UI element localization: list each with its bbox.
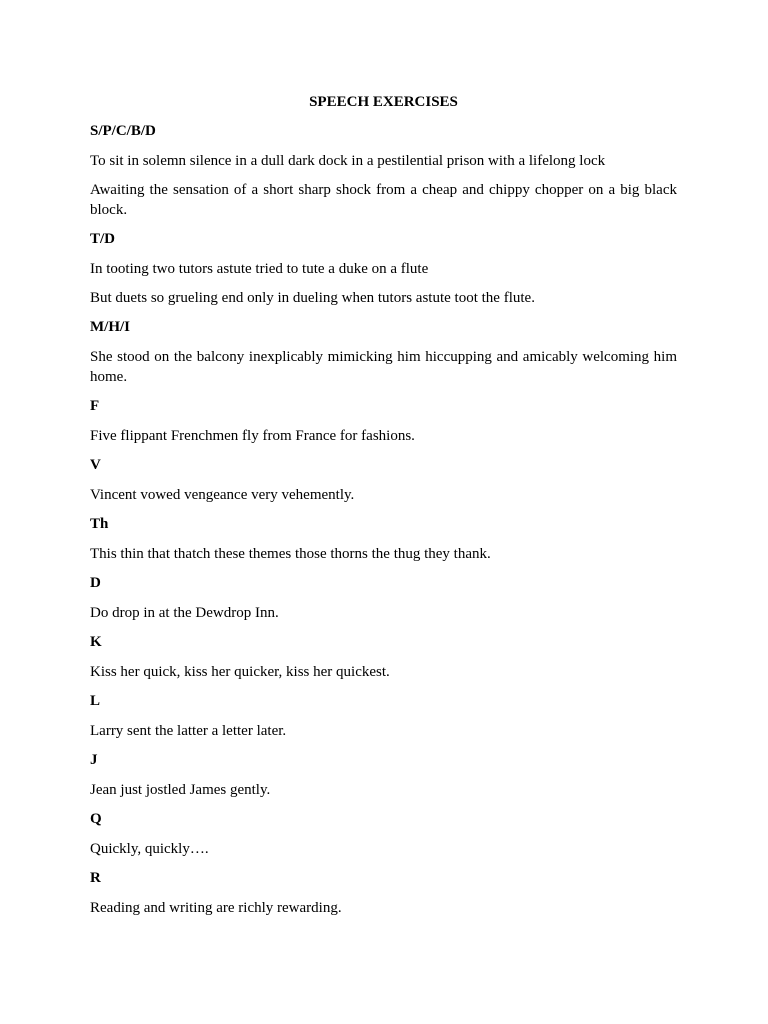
exercise-line: But duets so grueling end only in dueling when tutors astute toot the flute. [90,290,535,306]
section-heading: Q [90,811,102,827]
section-v [90,455,677,505]
exercise-line: Vincent vowed vengeance very vehemently. [90,487,355,503]
document-page [90,92,677,927]
exercise-line: To sit in solemn silence in a dull dark dock in a pestilential prison with a lifelong lock [90,153,606,169]
exercise-line: Five flippant Frenchmen fly from France for fashions. [90,428,415,444]
section-t-d [90,229,677,308]
exercise-line: This thin that thatch these themes those thorns the thug they thank. [90,546,491,562]
section-heading: M/H/I [90,319,130,335]
section-heading: L [90,693,101,709]
section-heading: K [90,634,102,650]
section-heading: D [90,575,101,591]
exercise-line: She stood on the balcony inexplicably mimicking him hiccupping and amicably welcoming him home. [90,349,677,385]
exercise-line: Kiss her quick, kiss her quicker, kiss her quickest. [90,664,390,680]
exercise-line: Larry sent the latter a letter later. [90,723,287,739]
section-heading: V [90,457,101,473]
section-k [90,632,677,682]
exercise-line: Quickly, quickly…. [90,841,209,857]
section-j [90,750,677,800]
section-d [90,573,677,623]
section-heading: S/P/C/B/D [90,123,156,139]
section-heading: R [90,870,101,886]
exercise-line: In tooting two tutors astute tried to tute a duke on a flute [90,261,429,277]
section-heading: J [90,752,98,768]
section-m-h-i [90,317,677,387]
document-title: SPEECH EXERCISES [309,94,458,110]
section-f [90,396,677,446]
section-l [90,691,677,741]
section-heading: F [90,398,100,414]
exercise-line: Do drop in at the Dewdrop Inn. [90,605,279,621]
section-heading: T/D [90,231,116,247]
section-r [90,868,677,918]
exercise-line: Jean just jostled James gently. [90,782,271,798]
exercise-line: Awaiting the sensation of a short sharp shock from a cheap and chippy chopper on a big black block. [90,182,677,218]
exercise-line: Reading and writing are richly rewarding. [90,900,342,916]
section-s-p-c-b-d [90,121,677,220]
section-th [90,514,677,564]
section-heading: Th [90,516,109,532]
section-q [90,809,677,859]
